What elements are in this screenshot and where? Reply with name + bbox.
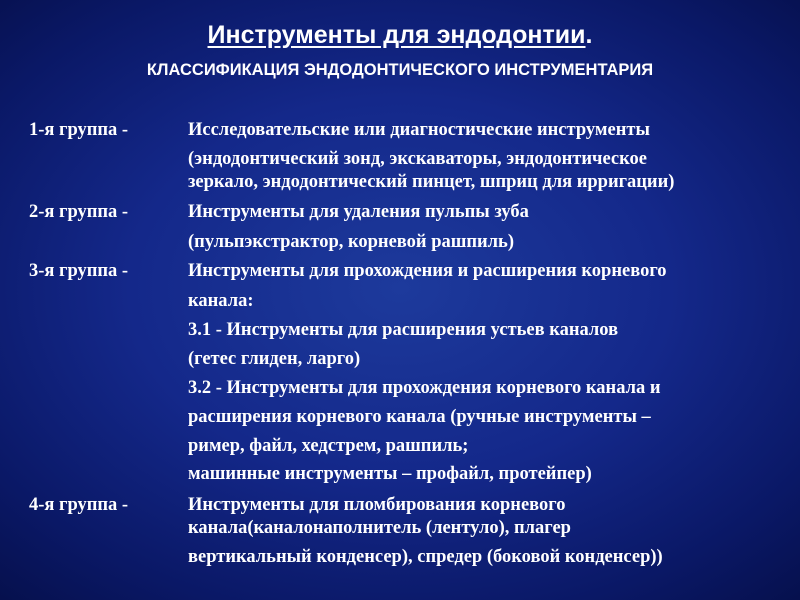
group-2-line-2: (пульпэкстрактор, корневой рашпиль) xyxy=(188,232,514,252)
group-1-line-2: (эндодонтический зонд, экскаваторы, эндодонтическое xyxy=(188,149,648,169)
slide-title-text: Инструменты для эндодонтии xyxy=(207,21,586,49)
slide-subtitle: КЛАССИФИКАЦИЯ ЭНДОДОНТИЧЕСКОГО ИНСТРУМЕНТАРИЯ xyxy=(146,61,654,79)
group-3-line-8: машинные инструменты – профайл, протейпер) xyxy=(188,464,592,484)
group-4-label: 4-я группа - xyxy=(29,495,129,515)
group-3-line-6: расширения корневого канала (ручные инструменты – xyxy=(188,407,651,427)
group-2-label: 2-я группа - xyxy=(29,202,129,222)
slide-title-period: . xyxy=(585,21,593,49)
group-3-line-4: (гетес глиден, ларго) xyxy=(188,349,361,369)
group-3-line-1: Инструменты для прохождения и расширения корневого xyxy=(188,261,667,281)
group-4-line-1: Инструменты для пломбирования корневого xyxy=(188,495,566,515)
slide-title xyxy=(0,20,800,50)
group-3-line-2: канала: xyxy=(188,291,254,311)
group-1-label: 1-я группа - xyxy=(29,120,129,140)
group-1-line-1: Исследовательские или диагностические инструменты xyxy=(188,120,650,140)
group-3-label: 3-я группа - xyxy=(29,261,129,281)
group-1-line-3: зеркало, эндодонтический пинцет, шприц для ирригации) xyxy=(188,172,675,192)
group-4-line-2: канала(каналонаполнитель (лентуло), плагер xyxy=(188,518,571,538)
group-3-line-5: 3.2 - Инструменты для прохождения корневого канала и xyxy=(188,378,661,398)
group-2-line-1: Инструменты для удаления пульпы зуба xyxy=(188,202,529,222)
group-3-line-3: 3.1 - Инструменты для расширения устьев каналов xyxy=(188,320,619,340)
group-4-line-3: вертикальный конденсер), спредер (боковой конденсер)) xyxy=(188,547,663,567)
group-3-line-7: ример, файл, хедстрем, рашпиль; xyxy=(188,436,469,456)
